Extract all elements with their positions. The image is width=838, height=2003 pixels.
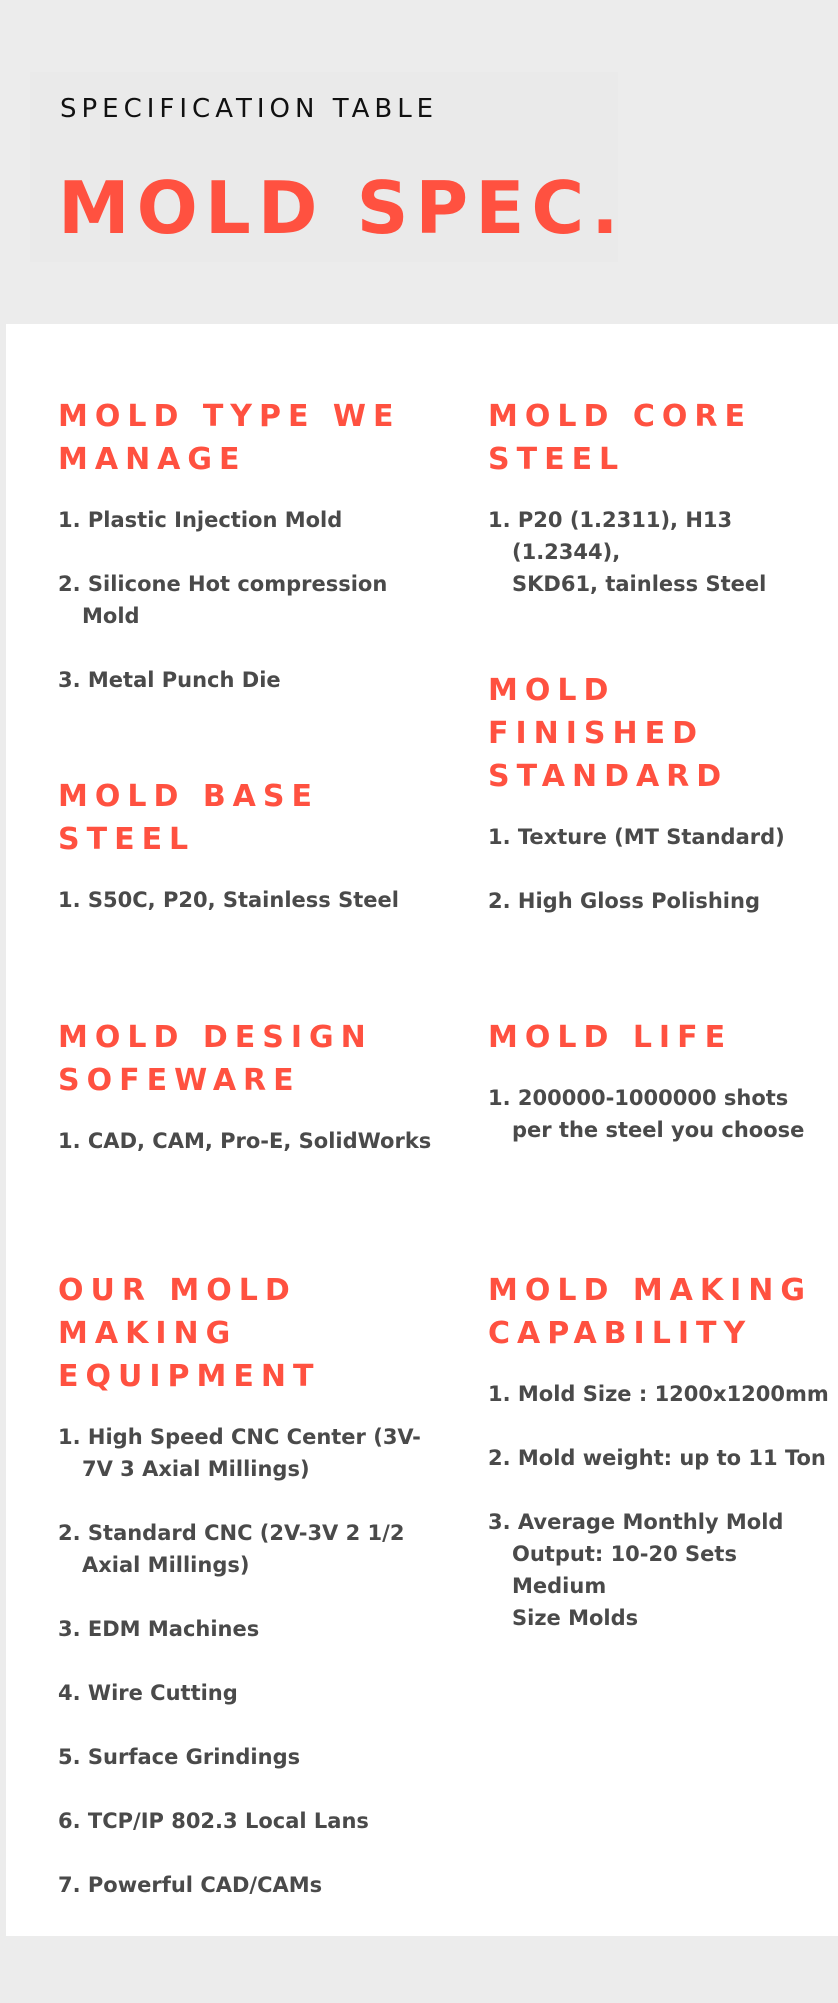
spec-item: 1. Mold Size : 1200x1200mm: [488, 1382, 829, 1406]
spec-item: 2. Standard CNC (2V-3V 2 1/2 Axial Millings): [58, 1521, 405, 1577]
section-heading: MOLD CORE STEEL: [488, 399, 752, 477]
spec-item: 2. Mold weight: up to 11 Ton: [488, 1446, 826, 1470]
spec-item: 2. High Gloss Polishing: [488, 889, 760, 913]
section-mold-life: [488, 1016, 838, 1178]
spec-item: 3. EDM Machines: [58, 1617, 260, 1641]
section-heading: MOLD DESIGN SOFEWARE: [58, 1020, 373, 1098]
spec-item: 3. Average Monthly Mold Output: 10-20 Sets Medium Size Molds: [488, 1510, 784, 1630]
spec-item: 4. Wire Cutting: [58, 1681, 238, 1705]
section-mold-type: [58, 395, 438, 728]
spec-list: [488, 1378, 838, 1634]
spec-list: [488, 1082, 838, 1146]
section-mold-core-steel: [488, 395, 838, 632]
spec-item: 1. 200000-1000000 shots per the steel you choose: [488, 1086, 805, 1142]
spec-item: 1. High Speed CNC Center (3V- 7V 3 Axial Millings): [58, 1425, 421, 1481]
header: [0, 0, 838, 324]
spec-list: [58, 1125, 438, 1157]
section-heading: MOLD FINISHED STANDARD: [488, 673, 729, 794]
section-mold-finished-standard: [488, 669, 838, 949]
section-mold-design-software: [58, 1016, 438, 1189]
spec-item: 1. Texture (MT Standard): [488, 825, 785, 849]
spec-item: 7. Powerful CAD/CAMs: [58, 1873, 323, 1897]
section-heading: MOLD MAKING CAPABILITY: [488, 1273, 813, 1351]
spec-list: [58, 504, 438, 696]
section-heading: MOLD LIFE: [488, 1020, 733, 1055]
spec-item: 3. Metal Punch Die: [58, 668, 281, 692]
spec-item: 1. Plastic Injection Mold: [58, 508, 343, 532]
spec-item: 2. Silicone Hot compression Mold: [58, 572, 388, 628]
footer-band: [0, 1936, 838, 2003]
section-heading: OUR MOLD MAKING EQUIPMENT: [58, 1273, 321, 1394]
spec-list: [58, 1421, 438, 1901]
page-subtitle: SPECIFICATION TABLE: [60, 94, 439, 124]
spec-list: [488, 504, 838, 600]
section-heading: MOLD BASE STEEL: [58, 779, 320, 857]
section-mold-making-capability: [488, 1269, 838, 1666]
spec-list: [488, 821, 838, 917]
section-mold-making-equipment: [58, 1269, 438, 1933]
page-title: MOLD SPEC.: [58, 166, 626, 250]
spec-item: 1. P20 (1.2311), H13 (1.2344), SKD61, tainless Steel: [488, 508, 767, 596]
spec-item: 5. Surface Grindings: [58, 1745, 301, 1769]
spec-list: [58, 884, 438, 916]
section-mold-base-steel: [58, 775, 438, 948]
spec-item: 1. CAD, CAM, Pro-E, SolidWorks: [58, 1129, 432, 1153]
spec-item: 6. TCP/IP 802.3 Local Lans: [58, 1809, 369, 1833]
section-heading: MOLD TYPE WE MANAGE: [58, 399, 401, 477]
spec-item: 1. S50C, P20, Stainless Steel: [58, 888, 399, 912]
